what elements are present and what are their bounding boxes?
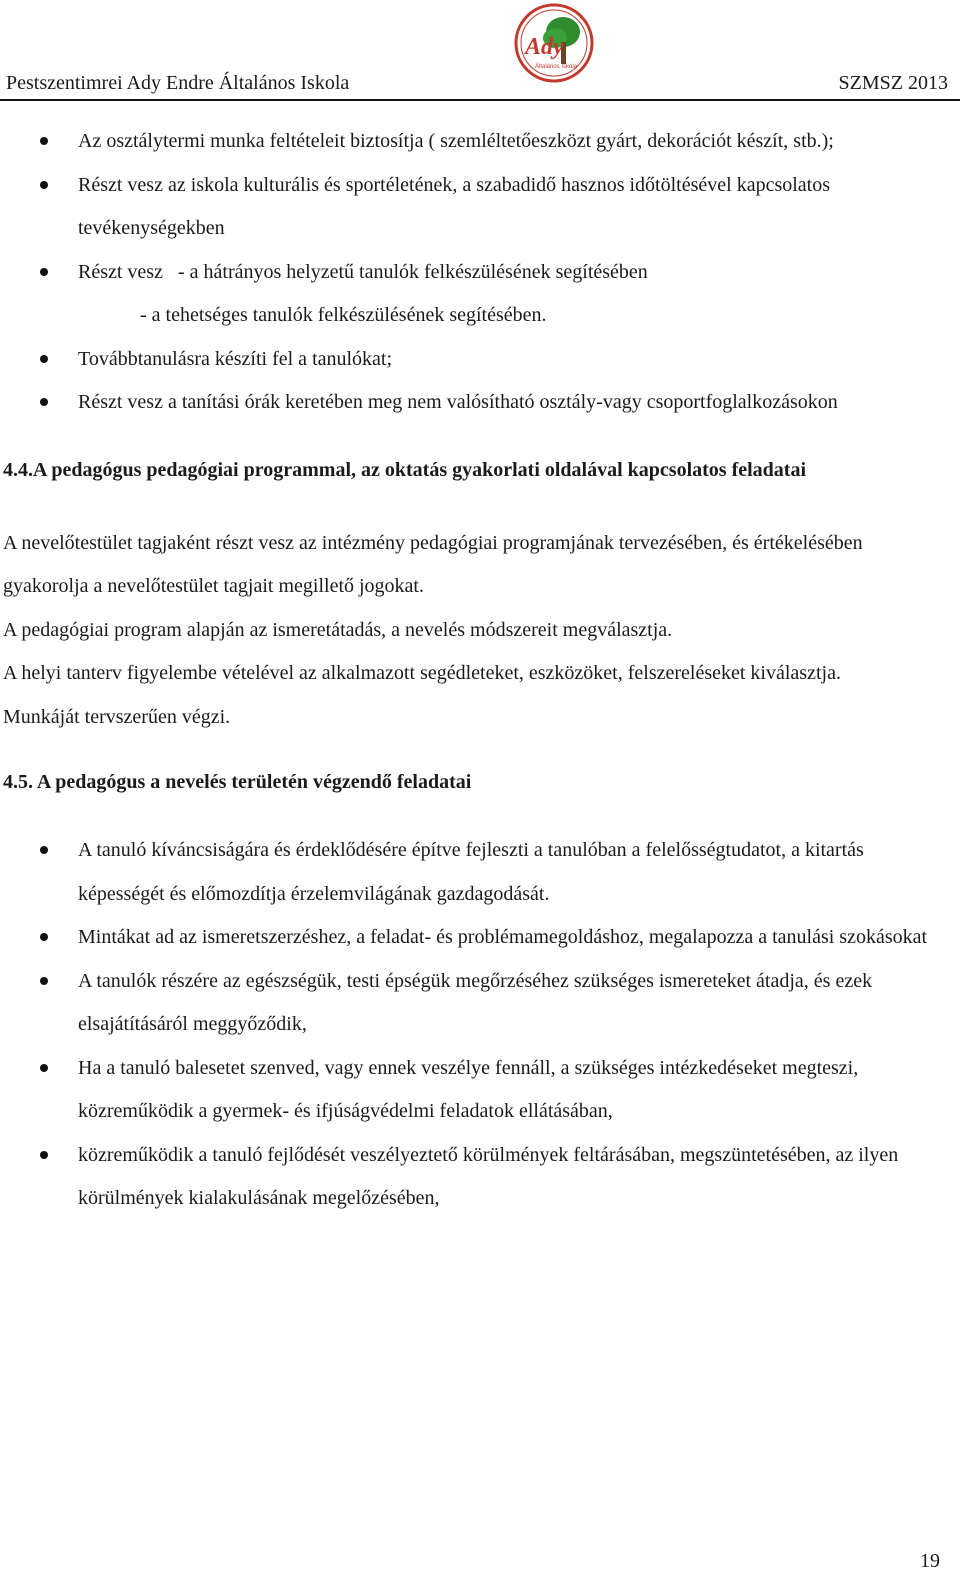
bullet-icon	[40, 977, 48, 985]
bullet-icon	[40, 268, 48, 276]
list-subline: - a tehetséges tanulók felkészülésének segítésében.	[140, 304, 547, 326]
page-content	[0, 120, 960, 1221]
logo-subtext: Általános Iskola	[535, 64, 578, 70]
bullet-icon	[40, 355, 48, 363]
education-duties-list	[0, 829, 960, 1221]
bullet-icon	[40, 398, 48, 406]
section-heading-4-4: 4.4.A pedagógus pedagógiai programmal, az oktatás gyakorlati oldalával kapcsolatos feladatai	[3, 458, 807, 481]
list-item: Részt vesz az iskola kulturális és sportéletének, a szabadidő hasznos időtöltésével kapcsolatos tevékenységekben	[0, 164, 960, 251]
bullet-icon	[40, 137, 48, 145]
list-item: Az osztálytermi munka feltételeit biztosítja ( szemléltetőeszközt gyárt, dekorációt készít, stb.);	[0, 120, 960, 164]
school-logo	[513, 2, 595, 84]
bullet-icon	[40, 933, 48, 941]
bullet-icon	[40, 846, 48, 854]
list-item: Továbbtanulásra készíti fel a tanulókat;	[0, 338, 960, 382]
paragraph: A helyi tanterv figyelembe vételével az alkalmazott segédleteket, eszközöket, felszereléseket kiválasztja.	[3, 662, 841, 684]
document-code: SZMSZ 2013	[838, 72, 948, 94]
bullet-icon	[40, 1151, 48, 1159]
paragraph: A nevelőtestület tagjaként részt vesz az intézmény pedagógiai programjának tervezésében, és értékelésében gyakorolja a nevelőtestület tagjait megillető jogokat.	[3, 531, 863, 597]
page-header	[0, 0, 960, 104]
list-item: A tanulók részére az egészségük, testi épségük megőrzéséhez szükséges ismereteket átadja, és ezek elsajátításáról meggyőződik,	[0, 960, 960, 1047]
paragraph: Munkáját tervszerűen végzi.	[3, 705, 231, 728]
section-heading-4-5: 4.5. A pedagógus a nevelés területén végzendő feladatai	[3, 771, 472, 793]
page-number: 19	[920, 1550, 940, 1572]
bullet-icon	[40, 181, 48, 189]
list-item: A tanuló kíváncsiságára és érdeklődésére építve fejleszti a tanulóban a felelősségtudatot, a kitartás képességét és előmozdítja érzelemvilágának gazdagodását.	[0, 829, 960, 916]
school-name: Pestszentimrei Ady Endre Általános Iskola	[6, 72, 350, 94]
header-divider	[0, 99, 960, 101]
list-item: Ha a tanuló balesetet szenved, vagy ennek veszélye fennáll, a szükséges intézkedéseket megteszi, közreműködik a gyermek- és ifjúságvédelmi feladatok ellátásában,	[0, 1047, 960, 1134]
section-4-4-body	[0, 522, 960, 740]
list-item: Részt vesz a tanítási órák keretében meg nem valósítható osztály-vagy csoportfoglalkozásokon	[0, 381, 960, 425]
paragraph: A pedagógiai program alapján az ismeretátadás, a nevelés módszereit megválasztja.	[3, 618, 673, 641]
duties-list	[0, 120, 960, 425]
list-item: közreműködik a tanuló fejlődését veszélyeztető körülmények feltárásában, megszüntetésében, az ilyen körülmények kialakulásának megelőzésében,	[0, 1134, 960, 1221]
logo-text: Ady	[525, 34, 564, 60]
bullet-icon	[40, 1064, 48, 1072]
list-item: Mintákat ad az ismeretszerzéshez, a feladat- és problémamegoldáshoz, megalapozza a tanulási szokásokat	[0, 916, 960, 960]
list-item: Részt vesz - a hátrányos helyzetű tanulók felkészülésének segítésében - a tehetséges tanulók felkészülésének segítésében.	[0, 251, 960, 338]
